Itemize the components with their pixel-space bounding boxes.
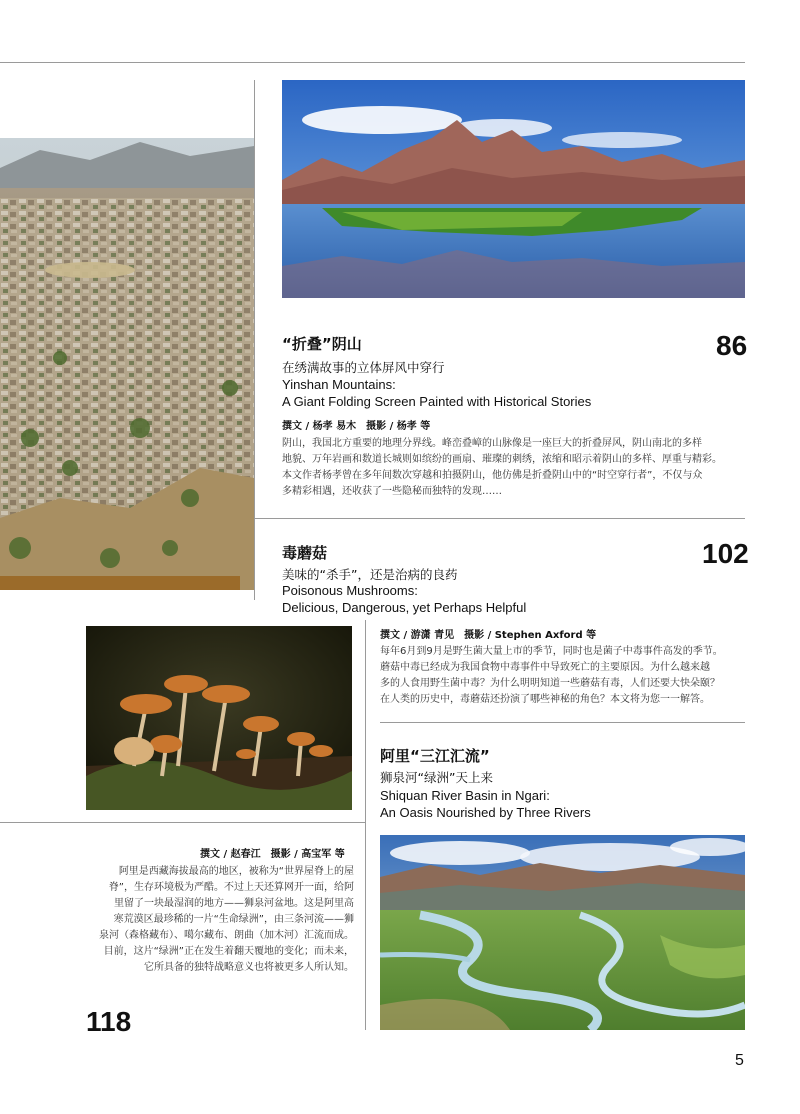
body-line: 地貌、万年岩画和数道长城则如缤纷的画扇、璀璨的刺绣，浓缩和昭示着阴山的多样、厚重与精彩。 bbox=[282, 454, 722, 465]
body-line: 目前，这片“绿洲”正在发生着翻天覆地的变化；而未来， bbox=[103, 946, 354, 957]
body-line: 阿里是西藏海拔最高的地区，被称为“世界屋脊上的屋 bbox=[118, 866, 354, 877]
article-body-yinshan bbox=[282, 436, 752, 500]
yinshan-photo bbox=[282, 80, 745, 298]
page-number-ngari[interactable]: 118 bbox=[86, 1006, 132, 1037]
article-title-mushrooms: 毒蘑菇 bbox=[282, 544, 328, 562]
article-title-en-yinshan-1: Yinshan Mountains: bbox=[282, 377, 396, 392]
body-line: 它所具备的独特战略意义也将被更多人所认知。 bbox=[144, 962, 354, 973]
body-line: 阴山，我国北方重要的地理分界线。峰峦叠嶂的山脉像是一座巨大的折叠屏风，阴山南北的多样 bbox=[282, 438, 702, 449]
section-divider-3 bbox=[380, 722, 745, 723]
article-title-ngari: 阿里“三江汇流” bbox=[380, 747, 490, 765]
folio-page-number: 5 bbox=[735, 1052, 744, 1069]
mushroom-photo bbox=[86, 626, 352, 810]
body-line: 多精彩相遇，还收获了一些隐秘而独特的发现…… bbox=[282, 486, 502, 497]
ngari-river-photo bbox=[380, 835, 745, 1030]
article-credit-yinshan: 撰文 / 杨孝 易木 摄影 / 杨孝 等 bbox=[282, 421, 431, 432]
top-rule bbox=[0, 62, 745, 63]
article-title-en-ngari-1: Shiquan River Basin in Ngari: bbox=[380, 788, 550, 803]
page-number-mushrooms[interactable]: 102 bbox=[702, 538, 749, 569]
column-divider-bottom bbox=[365, 620, 366, 1030]
article-subtitle-yinshan: 在绣满故事的立体屏风中穿行 bbox=[282, 360, 445, 375]
article-credit-mushrooms: 撰文 / 游潇 青见 摄影 / Stephen Axford 等 bbox=[380, 630, 597, 641]
body-line: 在人类的历史中，毒蘑菇还扮演了哪些神秘的角色？本文将为您一一解答。 bbox=[380, 694, 710, 705]
body-line: 寒荒漠区最珍稀的一片“生命绿洲”，由三条河流——狮 bbox=[113, 914, 354, 925]
article-subtitle-ngari: 狮泉河“绿洲”天上来 bbox=[380, 770, 493, 785]
body-line: 里留了一块最湿润的地方——狮泉河盆地。这是阿里高 bbox=[114, 898, 354, 909]
body-line: 泉河（森格藏布）、噶尔藏布、朗曲（加木河）汇流而成。 bbox=[99, 930, 354, 941]
article-title-en-ngari-2: An Oasis Nourished by Three Rivers bbox=[380, 805, 591, 820]
section-divider-1 bbox=[254, 518, 745, 519]
article-subtitle-mushrooms: 美味的“杀手”，还是治病的良药 bbox=[282, 567, 458, 582]
article-credit-ngari: 撰文 / 赵春江 摄影 / 高宝军 等 bbox=[200, 849, 345, 860]
article-title-en-mushrooms-1: Poisonous Mushrooms: bbox=[282, 583, 418, 598]
body-line: 脊”，生存环境极为严酷。不过上天还算网开一面，给阿 bbox=[108, 882, 354, 893]
body-line: 本文作者杨孝曾在多年间数次穿越和拍摄阴山，他仿佛是折叠阴山中的“时空穿行者”，不仅与众 bbox=[282, 470, 703, 481]
section-divider-2 bbox=[0, 822, 365, 823]
page-number-yinshan[interactable]: 86 bbox=[716, 330, 748, 361]
body-line: 蘑菇中毒已经成为我国食物中毒事件中导致死亡的主要原因。为什么越来越 bbox=[380, 662, 710, 673]
article-title-en-yinshan-2: A Giant Folding Screen Painted with Historical Stories bbox=[282, 394, 592, 409]
article-body-ngari bbox=[86, 864, 354, 976]
city-photo bbox=[0, 138, 254, 590]
article-body-mushrooms bbox=[380, 644, 750, 708]
column-divider-top bbox=[254, 80, 255, 600]
article-title-yinshan: “折叠”阴山 bbox=[282, 335, 362, 353]
article-title-en-mushrooms-2: Delicious, Dangerous, yet Perhaps Helpful bbox=[282, 600, 527, 615]
body-line: 每年6月到9月是野生菌大量上市的季节，同时也是菌子中毒事件高发的季节。 bbox=[380, 646, 723, 657]
body-line: 多的人食用野生菌中毒？为什么明明知道一些蘑菇有毒，人们还要大快朵颐？ bbox=[380, 678, 720, 689]
